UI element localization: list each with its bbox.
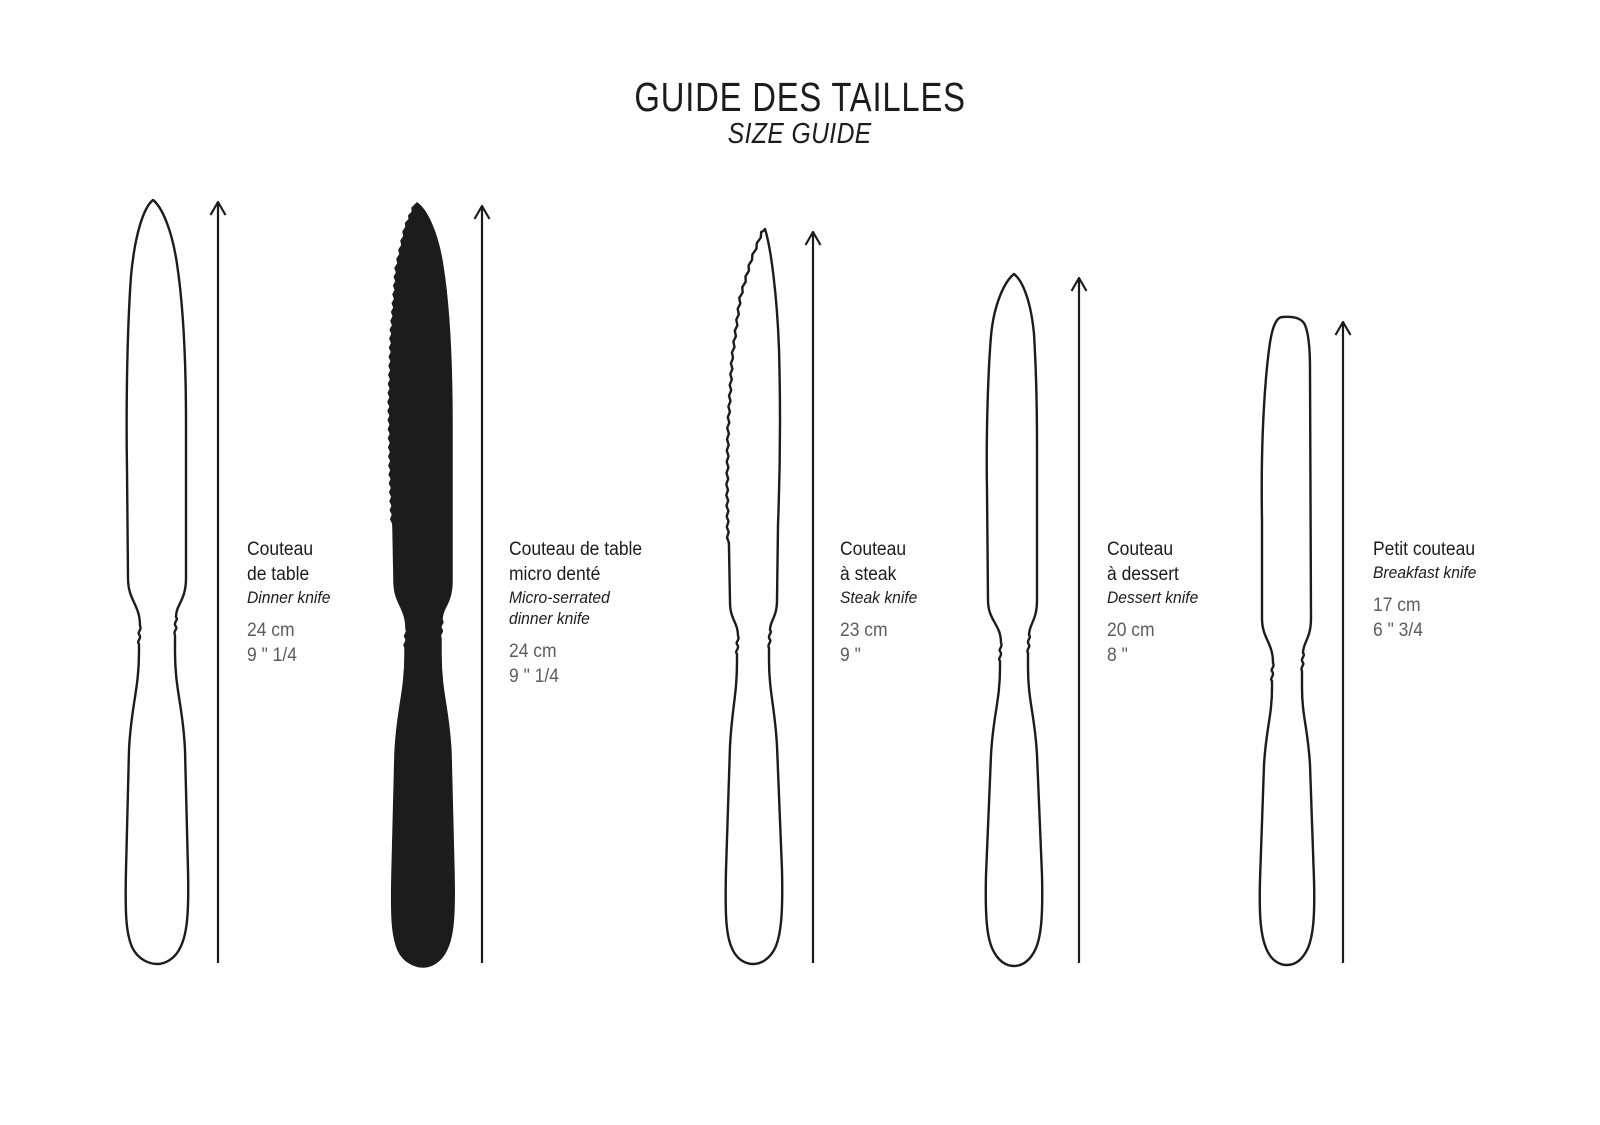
knife-name-en-line1: Dinner knife (247, 588, 331, 607)
micro-serrated-dinner-knife-label (509, 537, 642, 689)
breakfast-knife-arrow-up-icon (1336, 322, 1351, 963)
steak-knife-arrow-up-icon (806, 232, 821, 963)
breakfast-knife-icon (1260, 317, 1315, 965)
knife-name-fr-line1: Couteau de table (509, 539, 643, 560)
knife-silhouette-path (726, 229, 783, 964)
knife-measurements (840, 618, 917, 668)
micro-serrated-dinner-knife-arrow-up-icon (475, 206, 490, 963)
dessert-knife-arrow-up-icon (1072, 278, 1087, 963)
breakfast-knife-label (1373, 537, 1476, 643)
knife-name-en-line1: Dessert knife (1107, 588, 1199, 607)
knife-silhouette-path (126, 200, 189, 964)
dinner-knife-label (247, 537, 330, 668)
steak-knife-label (840, 537, 917, 668)
knife-measurements (1373, 593, 1476, 643)
knife-measurements (1107, 618, 1198, 668)
knife-length-cm: 17 cm (1373, 595, 1421, 616)
knife-name-fr-line2: à steak (840, 564, 897, 585)
dessert-knife-icon (986, 274, 1043, 966)
knife-length-inches: 8 " (1107, 645, 1128, 666)
knife-name-en-line1: Breakfast knife (1373, 563, 1477, 582)
knife-length-inches: 6 " 3/4 (1373, 620, 1423, 641)
knife-name-fr-line2: à dessert (1107, 564, 1179, 585)
dessert-knife-label (1107, 537, 1198, 668)
knife-length-inches: 9 " (840, 645, 861, 666)
knife-name-fr-line2: micro denté (509, 564, 601, 585)
knife-silhouette-path (1260, 317, 1315, 965)
knife-length-cm: 20 cm (1107, 620, 1155, 641)
knife-silhouette-path (388, 203, 454, 967)
knife-name-fr-line1: Couteau (247, 539, 314, 560)
knife-name-en-line1: Steak knife (840, 588, 918, 607)
knife-name-fr-line1: Petit couteau (1373, 539, 1476, 560)
dinner-knife-icon (126, 200, 189, 964)
knife-length-cm: 24 cm (509, 641, 557, 662)
knife-length-inches: 9 " 1/4 (509, 666, 559, 687)
knife-name-en-line1: Micro-serrated (509, 588, 610, 607)
knife-name-fr-line1: Couteau (1107, 539, 1174, 560)
knife-length-cm: 24 cm (247, 620, 295, 641)
steak-knife-icon (726, 229, 783, 964)
knife-length-inches: 9 " 1/4 (247, 645, 297, 666)
knife-name-en-line2: dinner knife (509, 609, 590, 628)
knife-name-fr-line2: de table (247, 564, 310, 585)
page-title-text: GUIDE DES TAILLES (634, 74, 966, 120)
dinner-knife-arrow-up-icon (211, 202, 226, 963)
knife-length-cm: 23 cm (840, 620, 888, 641)
knife-name-fr-line1: Couteau (840, 539, 907, 560)
knife-measurements (247, 618, 330, 668)
micro-serrated-dinner-knife-icon (388, 203, 454, 967)
knife-silhouette-path (986, 274, 1043, 966)
page-subtitle-text: SIZE GUIDE (728, 118, 872, 150)
knife-measurements (509, 639, 642, 689)
